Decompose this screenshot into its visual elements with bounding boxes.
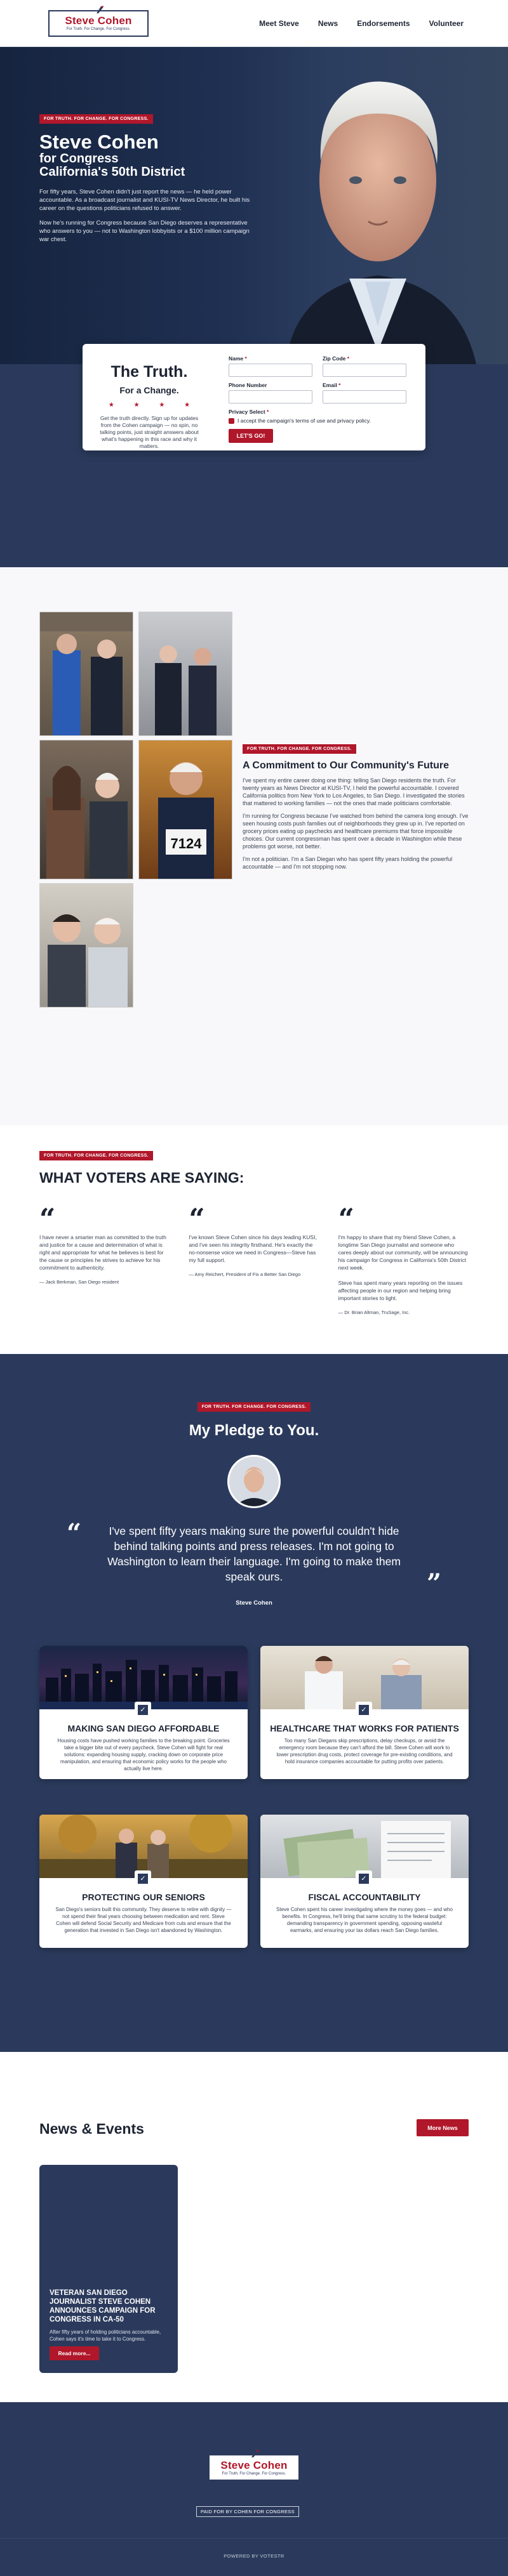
photo-candidate-with-supporter <box>39 612 133 736</box>
hero-badge: FOR TRUTH. FOR CHANGE. FOR CONGRESS. <box>39 114 153 124</box>
nav-volunteer[interactable]: Volunteer <box>429 18 464 28</box>
about-title: A Commitment to Our Community's Future <box>243 760 449 771</box>
privacy-checkbox[interactable] <box>229 418 234 424</box>
check-icon: ✓ <box>135 1870 151 1887</box>
read-more-button[interactable]: Read more... <box>50 2346 99 2360</box>
privacy-label: Privacy Select * <box>229 409 269 415</box>
signup-text: Get the truth directly. Sign up for updates from the Cohen campaign — no spin, no talking points, just straight answers about what's happening in this race and why it matters. <box>100 415 199 449</box>
about-badge: FOR TRUTH. FOR CHANGE. FOR CONGRESS. <box>243 744 356 754</box>
pledge-card-title: MAKING SAN DIEGO AFFORDABLE <box>67 1723 220 1733</box>
footer-logo[interactable] <box>208 2454 300 2481</box>
name-input[interactable] <box>229 364 312 377</box>
check-icon: ✓ <box>135 1702 151 1718</box>
news-title: News & Events <box>39 2120 144 2137</box>
name-label: Name * <box>229 355 247 362</box>
phone-label: Phone Number <box>229 382 267 388</box>
photo-candidate-at-event <box>138 612 232 736</box>
site-header <box>0 0 508 47</box>
signup-card <box>83 344 425 450</box>
flag-icon <box>250 2449 259 2458</box>
about-paragraph-2: I'm running for Congress because I've watched from behind the camera long enough. I've seen housing costs push families out of neighborhoods they grew up in. I've reported on grocery prices eating up paychecks and healthcare premiums that force impossible choices. Our current congressman has spent over a decade in Washington while these problems got worse, not better. <box>243 813 469 850</box>
zip-label: Zip Code * <box>323 355 350 362</box>
privacy-checkbox-row[interactable] <box>229 417 406 424</box>
site-footer <box>0 2402 508 2500</box>
pledge-card-affordable <box>39 1646 248 1779</box>
hero-section <box>0 47 508 364</box>
footer-divider <box>0 2538 508 2539</box>
zip-input[interactable] <box>323 364 406 377</box>
pledge-card-healthcare <box>260 1646 469 1779</box>
pledge-card-title: PROTECTING OUR SENIORS <box>82 1892 205 1902</box>
logo-tagline: For Truth. For Change. For Congress. <box>66 27 131 31</box>
hero-text <box>39 112 255 244</box>
hero-subtitle-2: California's 50th District <box>39 165 185 179</box>
news-card-title[interactable]: VETERAN SAN DIEGO JOURNALIST STEVE COHEN ANNOUNCES CAMPAIGN FOR CONGRESS IN CA-50 <box>50 2289 156 2323</box>
testimonial <box>338 1203 469 1315</box>
testimonial-text: I have never a smarter man as committed to the truth and justice for a cause and determination of what is right and appropriate for what he believes is best for the cause or principles he strives to achieve for his commitment to authenticity. <box>39 1234 166 1271</box>
testimonial <box>189 1203 319 1315</box>
testimonial-text: I've known Steve Cohen since his days leading KUSI, and I've seen his integrity firsthand. He's exactly the no-nonsense voice we need in Congress—Steve has my full support. <box>189 1234 317 1263</box>
quote-icon: “ <box>189 1203 205 1235</box>
paid-for-by: PAID FOR BY COHEN FOR CONGRESS <box>196 2506 299 2517</box>
pledge-title: My Pledge to You. <box>189 1422 319 1439</box>
testimonials-section <box>0 1126 508 1354</box>
signup-intro <box>83 344 216 450</box>
signup-subtitle: For a Change. <box>119 385 179 395</box>
hero-name: Steve Cohen <box>39 131 159 153</box>
pledge-card-fiscal <box>260 1815 469 1948</box>
campaign-logo[interactable] <box>48 10 149 37</box>
main-nav <box>259 19 464 28</box>
pledge-card-title: HEALTHCARE THAT WORKS FOR PATIENTS <box>270 1723 459 1733</box>
candidate-avatar <box>227 1455 281 1508</box>
hero-subtitle-1: for Congress <box>39 152 119 166</box>
submit-button[interactable]: LET'S GO! <box>229 429 273 443</box>
signup-form <box>216 344 425 450</box>
pledge-quote <box>67 1518 441 1598</box>
news-card[interactable] <box>39 2165 178 2373</box>
more-news-button[interactable]: More News <box>417 2119 469 2136</box>
pledge-card-seniors <box>39 1815 248 1948</box>
stars-icon: ★ ★ ★ ★ <box>108 402 199 409</box>
news-card-excerpt: After fifty years of holding politicians accountable, Cohen says it's time to take it to Congress. <box>50 2329 161 2342</box>
pledge-card-text: Housing costs have pushed working families to the breaking point. Groceries take a bigger bite out of every paycheck. Steve Cohen will fight for real solutions: expanding housing supply, cracking down on corporate price manipulation, and ensuring that economic policy works for the people who actually live here. <box>57 1738 230 1771</box>
close-quote-icon: ” <box>426 1568 441 1598</box>
pledge-cards <box>39 1646 469 1948</box>
nav-endorsements[interactable]: Endorsements <box>357 18 410 28</box>
testimonial <box>39 1203 170 1315</box>
doctor-patient-image <box>260 1646 469 1709</box>
photo-candidate-with-woman <box>39 740 133 879</box>
nav-news[interactable]: News <box>318 18 338 28</box>
news-section <box>0 2052 508 2402</box>
email-input[interactable] <box>323 390 406 404</box>
check-icon: ✓ <box>356 1702 372 1718</box>
candidate-portrait <box>273 53 483 364</box>
about-paragraph-1: I've spent my entire career doing one thing: telling San Diego residents the truth. For twenty years as News Director at KUSI-TV, I held the powerful accountable. I covered California politics from New York to Los Angeles, to San Diego. I investigated the stories that mattered to working families — not the ones that made politicians comfortable. <box>243 777 465 806</box>
logo-name: Steve Cohen <box>65 15 132 27</box>
hero-paragraph-1: For fifty years, Steve Cohen didn't just report the news — he held power accountable. As a broadcast journalist and KUSI-TV News Director, he built his career on the questions politicians refused to answer. <box>39 188 250 212</box>
pledge-card-text: Steve Cohen spent his career investigating where the money goes — and who benefits. In Congress, he'll bring that same scrutiny to the federal budget: demanding transparency in government spending, opposing wasteful earmarks, and ensuring your tax dollars reach San Diego families. <box>276 1907 453 1933</box>
quote-icon: “ <box>338 1203 354 1235</box>
about-copy <box>243 742 472 871</box>
privacy-text: I accept the campaign's terms of use and privacy policy. <box>237 417 371 424</box>
check-icon: ✓ <box>356 1870 372 1887</box>
quote-icon: “ <box>39 1203 56 1235</box>
pledge-quote-text: I've spent fifty years making sure the powerful couldn't hide behind talking points and press releases. I'm not going to Washington to learn their language. I'm going to make them speak ours. <box>107 1525 401 1583</box>
nav-meet-steve[interactable]: Meet Steve <box>259 18 299 28</box>
pledge-card-text: San Diego's seniors built this community. They deserve to retire with dignity — not spend their final years choosing between medication and rent. Steve Cohen will defend Social Security and Medicare from cuts and ensure that the generation that invested in San Diego isn't abandoned by Washington. <box>55 1907 232 1933</box>
testimonial-author: — Jack Berkman, San Diego resident <box>39 1279 119 1285</box>
testimonials-badge: FOR TRUTH. FOR CHANGE. FOR CONGRESS. <box>39 1151 153 1160</box>
pledge-card-text: Too many San Diegans skip prescriptions, delay checkups, or avoid the emergency room because they can't afford the bill. Steve Cohen will work to lower prescription drug costs, protect coverage for pre-existing conditions, and hold insurance companies accountable for putting profits over patients. <box>276 1738 453 1764</box>
race-bib: 7124 <box>170 836 202 851</box>
pledge-signature: Steve Cohen <box>236 1600 272 1607</box>
testimonials-list <box>39 1203 469 1315</box>
seniors-park-image <box>39 1815 248 1878</box>
footer-bottom <box>0 2500 508 2576</box>
testimonial-author: — Amy Reichert, President of Fix a Better San Diego <box>189 1272 301 1277</box>
testimonial-author: — Dr. Brian Altman, TruSage, Inc. <box>338 1310 410 1315</box>
photo-candidate-runner <box>138 740 232 879</box>
flag-icon <box>95 5 104 14</box>
open-quote-icon: “ <box>67 1518 82 1548</box>
powered-by[interactable]: POWERED BY VOTESTR <box>224 2553 284 2559</box>
footer-logo-name: Steve Cohen <box>220 2459 288 2471</box>
signup-title: The Truth. <box>110 363 188 381</box>
email-label: Email * <box>323 382 341 388</box>
about-section <box>0 567 508 1126</box>
hero-paragraph-2: Now he's running for Congress because San Diego deserves a representative who answers to you — not to Washington lobbyists or a $100 million campaign war chest. <box>39 220 250 243</box>
pledge-card-title: FISCAL ACCOUNTABILITY <box>308 1892 421 1902</box>
pledge-section <box>0 1354 508 2052</box>
city-skyline-image <box>39 1646 248 1709</box>
budget-documents-image <box>260 1815 469 1878</box>
phone-input[interactable] <box>229 390 312 404</box>
photo-candidate-with-friend <box>39 883 133 1008</box>
signup-band <box>0 355 508 567</box>
pledge-badge: FOR TRUTH. FOR CHANGE. FOR CONGRESS. <box>197 1402 311 1412</box>
footer-logo-tagline: For Truth. For Change. For Congress. <box>222 2471 286 2476</box>
about-paragraph-3: I'm not a politician. I'm a San Diegan who has spent fifty years holding the powerful accountable — and I'm not stopping now. <box>243 856 453 870</box>
testimonial-text: I'm happy to share that my friend Steve Cohen, a longtime San Diego journalist and someone who cares deeply about our community, will be announcing his campaign for Congress in California's 50th District next week. Steve has spent many years reporting on the issues affecting people in our region and helping bring important stories to light. <box>338 1234 468 1301</box>
testimonials-title: WHAT VOTERS ARE SAYING: <box>39 1169 244 1186</box>
